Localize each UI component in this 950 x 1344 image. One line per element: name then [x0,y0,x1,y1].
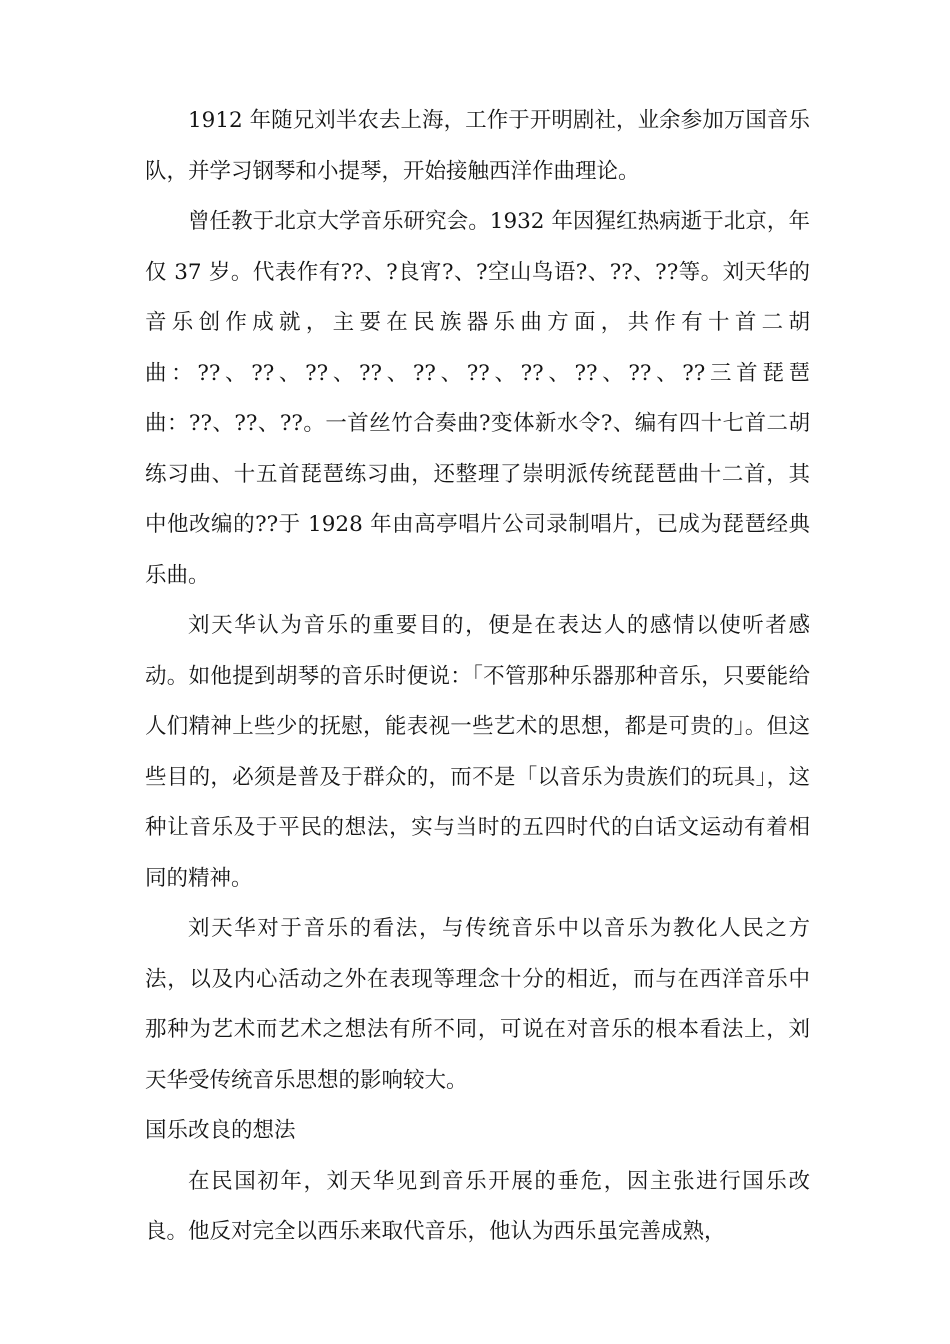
paragraph-3: 刘天华认为音乐的重要目的，便是在表达人的感情以使听者感动。如他提到胡琴的音乐时便说：「不管那种乐器那种音乐，只要能给人们精神上些少的抚慰，能表视一些艺术的思想，都是可贵的」。但这些目的，必须是普及于群众的，而不是「以音乐为贵族们的玩具」，这种让音乐及于平民的想法，实与当时的五四时代的白话文运动有着相同的精神。 [145,613,810,891]
paragraph-1: 1912 年随兄刘半农去上海，工作于开明剧社，业余参加万国音乐队，并学习钢琴和小提琴，开始接触西洋作曲理论。 [145,108,810,184]
paragraph-4: 刘天华对于音乐的看法，与传统音乐中以音乐为教化人民之方法，以及内心活动之外在表现等理念十分的相近，而与在西洋音乐中那种为艺术而艺术之想法有所不同，可说在对音乐的根本看法上，刘天华受传统音乐思想的影响较大。 [145,916,810,1093]
section-heading: 国乐改良的想法 [145,1118,296,1143]
document-page [145,96,810,1258]
paragraph-5: 在民国初年，刘天华见到音乐开展的垂危，因主张进行国乐改良。他反对完全以西乐来取代音乐，他认为西乐虽完善成熟， [145,1168,810,1244]
paragraph-2: 曾任教于北京大学音乐研究会。1932 年因猩红热病逝于北京，年仅 37 岁。代表作有??、?良宵?、?空山鸟语?、??、??等。刘天华的音乐创作成就，主要在民族器乐曲方面，共作有十首二胡曲：??、??、??、??、??、??、??、??、??、??三首琵琶曲：??、??、??。一首丝竹合奏曲?变体新水令?、编有四十七首二胡练习曲、十五首琵琶练习曲，还整理了崇明派传统琵琶曲十二首，其中他改编的??于 1928 年由高亭唱片公司录制唱片，已成为琵琶经典乐曲。 [145,209,810,588]
